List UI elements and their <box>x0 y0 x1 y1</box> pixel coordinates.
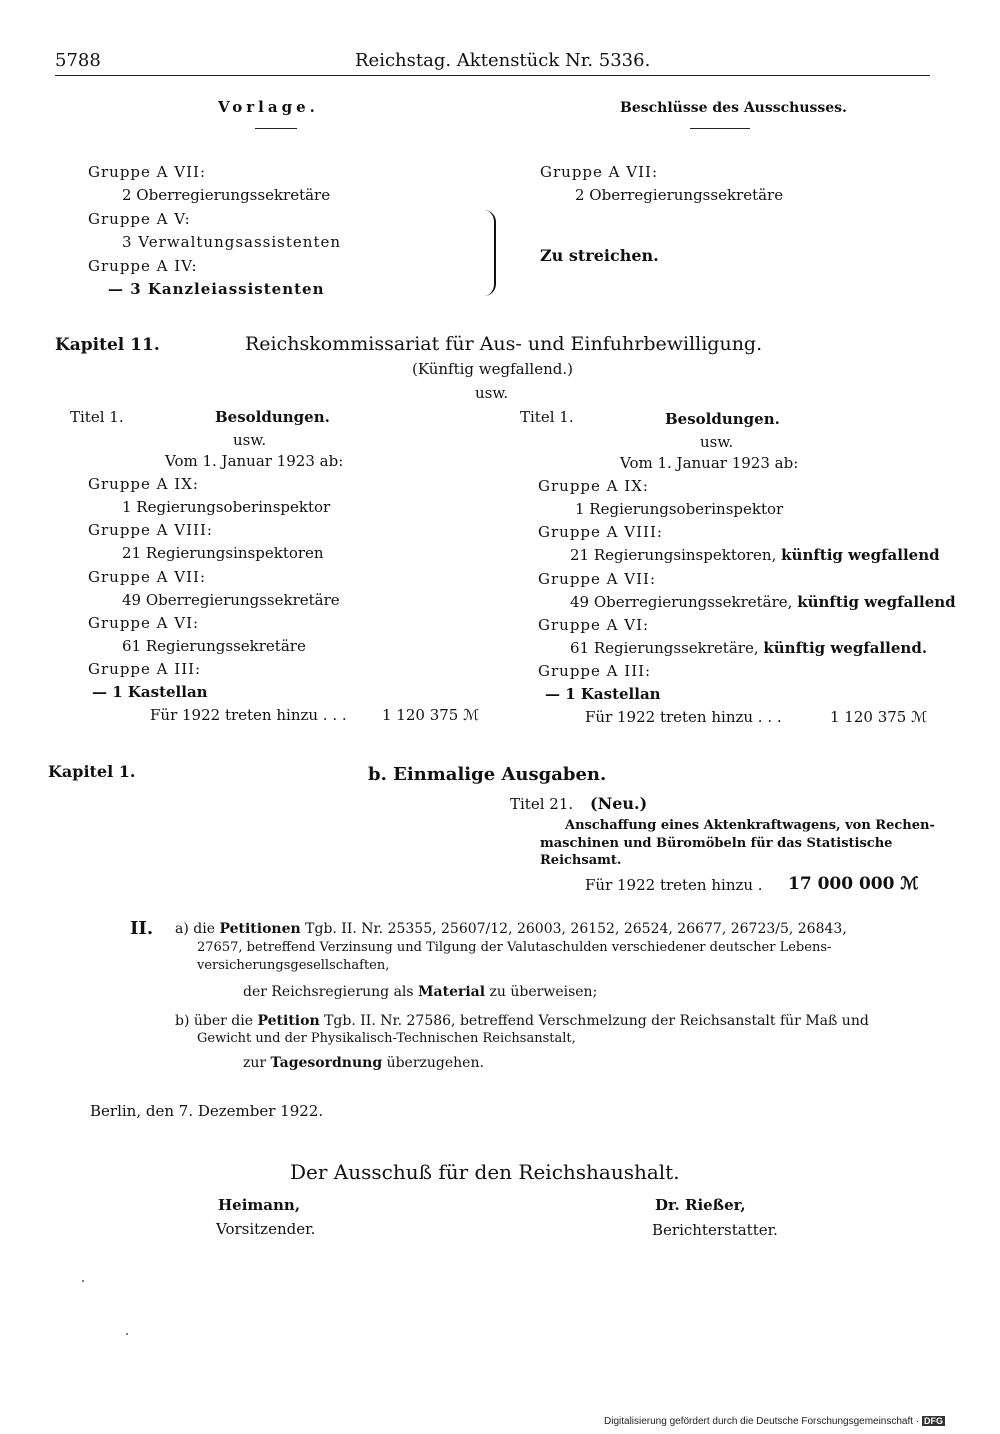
future-note: künftig wegfallend <box>781 546 940 564</box>
group-item: — 1 Kastellan <box>545 685 661 703</box>
petition-a-line1 <box>175 921 847 937</box>
description-line: Anschaffung eines Aktenkraftwagens, von Rechen- <box>565 818 935 833</box>
resolution-keyword: Tagesordnung <box>270 1055 383 1071</box>
group-label: Gruppe A VII: <box>88 163 206 181</box>
prefix: über die <box>193 1013 254 1029</box>
group-label: Gruppe A VII: <box>88 568 206 586</box>
vom-date: Vom 1. Januar 1923 ab: <box>165 452 344 470</box>
print-speck <box>126 1333 128 1335</box>
item-label: b) <box>175 1013 190 1029</box>
titel-label: Titel 1. <box>70 408 124 426</box>
group-item <box>570 593 956 611</box>
kapitel-label: Kapitel 1. <box>48 762 136 781</box>
group-item-text: 21 Regierungsinspektoren, <box>570 546 777 564</box>
neu-label: (Neu.) <box>590 794 648 813</box>
resolution-text: überzugehen. <box>386 1055 484 1071</box>
dfg-logo: DFG <box>923 1416 943 1426</box>
group-item: — 3 Kanzleiassistenten <box>108 280 325 298</box>
group-item: 49 Oberregierungssekretäre <box>122 591 340 609</box>
right-column-heading: Beschlüsse des Ausschusses. <box>620 100 847 116</box>
group-label: Gruppe A III: <box>538 662 652 680</box>
group-label: Gruppe A IX: <box>88 475 199 493</box>
description-line: maschinen und Büromöbeln für das Statistische <box>540 836 893 851</box>
usw: usw. <box>700 433 734 451</box>
petition-a-line2: 27657, betreffend Verzinsung und Tilgung der Valutaschulden verschiedener deutscher Lebens- <box>197 940 832 955</box>
committee-name: Der Ausschuß für den Reichshaushalt. <box>290 1160 680 1184</box>
total-text: Für 1922 treten hinzu . . . <box>585 708 782 726</box>
petition-b-line2: Gewicht und der Physikalisch-Technischen Reichsanstalt, <box>197 1031 576 1046</box>
group-label: Gruppe A III: <box>88 660 202 678</box>
petition-b-line1 <box>175 1013 869 1029</box>
titel-heading: Besoldungen. <box>665 410 780 428</box>
description-line: Reichsamt. <box>540 853 622 868</box>
petition-text: Tgb. II. Nr. 27586, betreffend Verschmelzung der Reichsanstalt für Maß und <box>324 1013 869 1029</box>
total-value: 1 120 375 ℳ <box>382 706 480 724</box>
group-label: Gruppe A VIII: <box>88 521 213 539</box>
item-label: a) <box>175 921 189 937</box>
credit-text: Digitalisierung gefördert durch die Deutsche Forschungsgemeinschaft <box>604 1416 914 1427</box>
group-label: Gruppe A IV: <box>88 257 198 275</box>
group-item: 1 Regierungsoberinspektor <box>122 498 331 516</box>
petition-numbers: Tgb. II. Nr. 25355, 25607/12, 26003, 26152, 26524, 26677, 26723/5, 26843, <box>305 921 847 937</box>
resolution-keyword: Material <box>418 984 486 1000</box>
usw: usw. <box>233 431 267 449</box>
section-numeral: II. <box>130 918 154 939</box>
petition-a-resolution <box>243 984 597 1000</box>
resolution-text: zur <box>243 1055 267 1071</box>
header-rule <box>55 75 930 76</box>
group-item: 3 Verwaltungsassistenten <box>122 233 342 251</box>
group-item: 2 Oberregierungssekretäre <box>122 186 331 204</box>
strike-note: Zu streichen. <box>540 246 659 265</box>
group-item-text: 61 Regierungssekretäre, <box>570 639 759 657</box>
petition-a-line3: versicherungsgesellschaften, <box>197 958 390 973</box>
brace <box>484 210 496 296</box>
total-value: 17 000 000 ℳ <box>788 874 919 894</box>
kapitel-usw: usw. <box>475 384 509 402</box>
group-item: 2 Oberregierungssekretäre <box>575 186 784 204</box>
credit-separator-icon: · <box>915 1416 920 1427</box>
group-label: Gruppe A VI: <box>538 616 650 634</box>
group-label: Gruppe A IX: <box>538 477 649 495</box>
future-note: künftig wegfallend <box>797 593 956 611</box>
total-value: 1 120 375 ℳ <box>830 708 928 726</box>
group-item: 1 Regierungsoberinspektor <box>575 500 784 518</box>
rapporteur-role: Berichterstatter. <box>652 1221 778 1239</box>
petition-b-resolution <box>243 1055 484 1071</box>
kapitel-subtitle: (Künftig wegfallend.) <box>412 360 573 378</box>
total-text: Für 1922 treten hinzu . . . <box>150 706 347 724</box>
group-item: — 1 Kastellan <box>92 683 208 701</box>
left-column-heading: Vorlage. <box>218 98 319 116</box>
petitions-keyword: Petitionen <box>219 921 301 937</box>
rapporteur-name: Dr. Rießer, <box>655 1196 746 1214</box>
left-heading-rule <box>255 128 297 129</box>
chair-role: Vorsitzender. <box>216 1220 316 1238</box>
vom-date: Vom 1. Januar 1923 ab: <box>620 454 799 472</box>
section-heading: b. Einmalige Ausgaben. <box>368 764 607 785</box>
resolution-text: der Reichsregierung als <box>243 984 414 1000</box>
print-speck <box>82 1280 84 1282</box>
future-note: künftig wegfallend. <box>763 639 928 657</box>
titel-label: Titel 1. <box>520 408 574 426</box>
place-date: Berlin, den 7. Dezember 1922. <box>90 1102 324 1120</box>
digitization-credit <box>604 1416 945 1427</box>
running-title: Reichstag. Aktenstück Nr. 5336. <box>355 50 651 71</box>
kapitel-title: Reichskommissariat für Aus- und Einfuhrbewilligung. <box>245 333 763 355</box>
group-label: Gruppe A VII: <box>538 570 656 588</box>
group-item <box>570 546 940 564</box>
titel-heading: Besoldungen. <box>215 408 330 426</box>
titel-label: Titel 21. <box>510 795 574 813</box>
group-item: 61 Regierungssekretäre <box>122 637 306 655</box>
group-item <box>570 639 927 657</box>
group-label: Gruppe A VII: <box>540 163 658 181</box>
chair-name: Heimann, <box>218 1196 301 1214</box>
prefix: die <box>193 921 215 937</box>
right-heading-rule <box>690 128 750 129</box>
group-item-text: 49 Oberregierungssekretäre, <box>570 593 793 611</box>
petition-keyword: Petition <box>257 1013 320 1029</box>
group-item: 21 Regierungsinspektoren <box>122 544 324 562</box>
kapitel-label: Kapitel 11. <box>55 335 160 355</box>
group-label: Gruppe A VI: <box>88 614 200 632</box>
total-text: Für 1922 treten hinzu . <box>585 876 763 894</box>
group-label: Gruppe A VIII: <box>538 523 663 541</box>
page-number: 5788 <box>55 50 101 71</box>
resolution-text: zu überweisen; <box>489 984 598 1000</box>
group-label: Gruppe A V: <box>88 210 191 228</box>
